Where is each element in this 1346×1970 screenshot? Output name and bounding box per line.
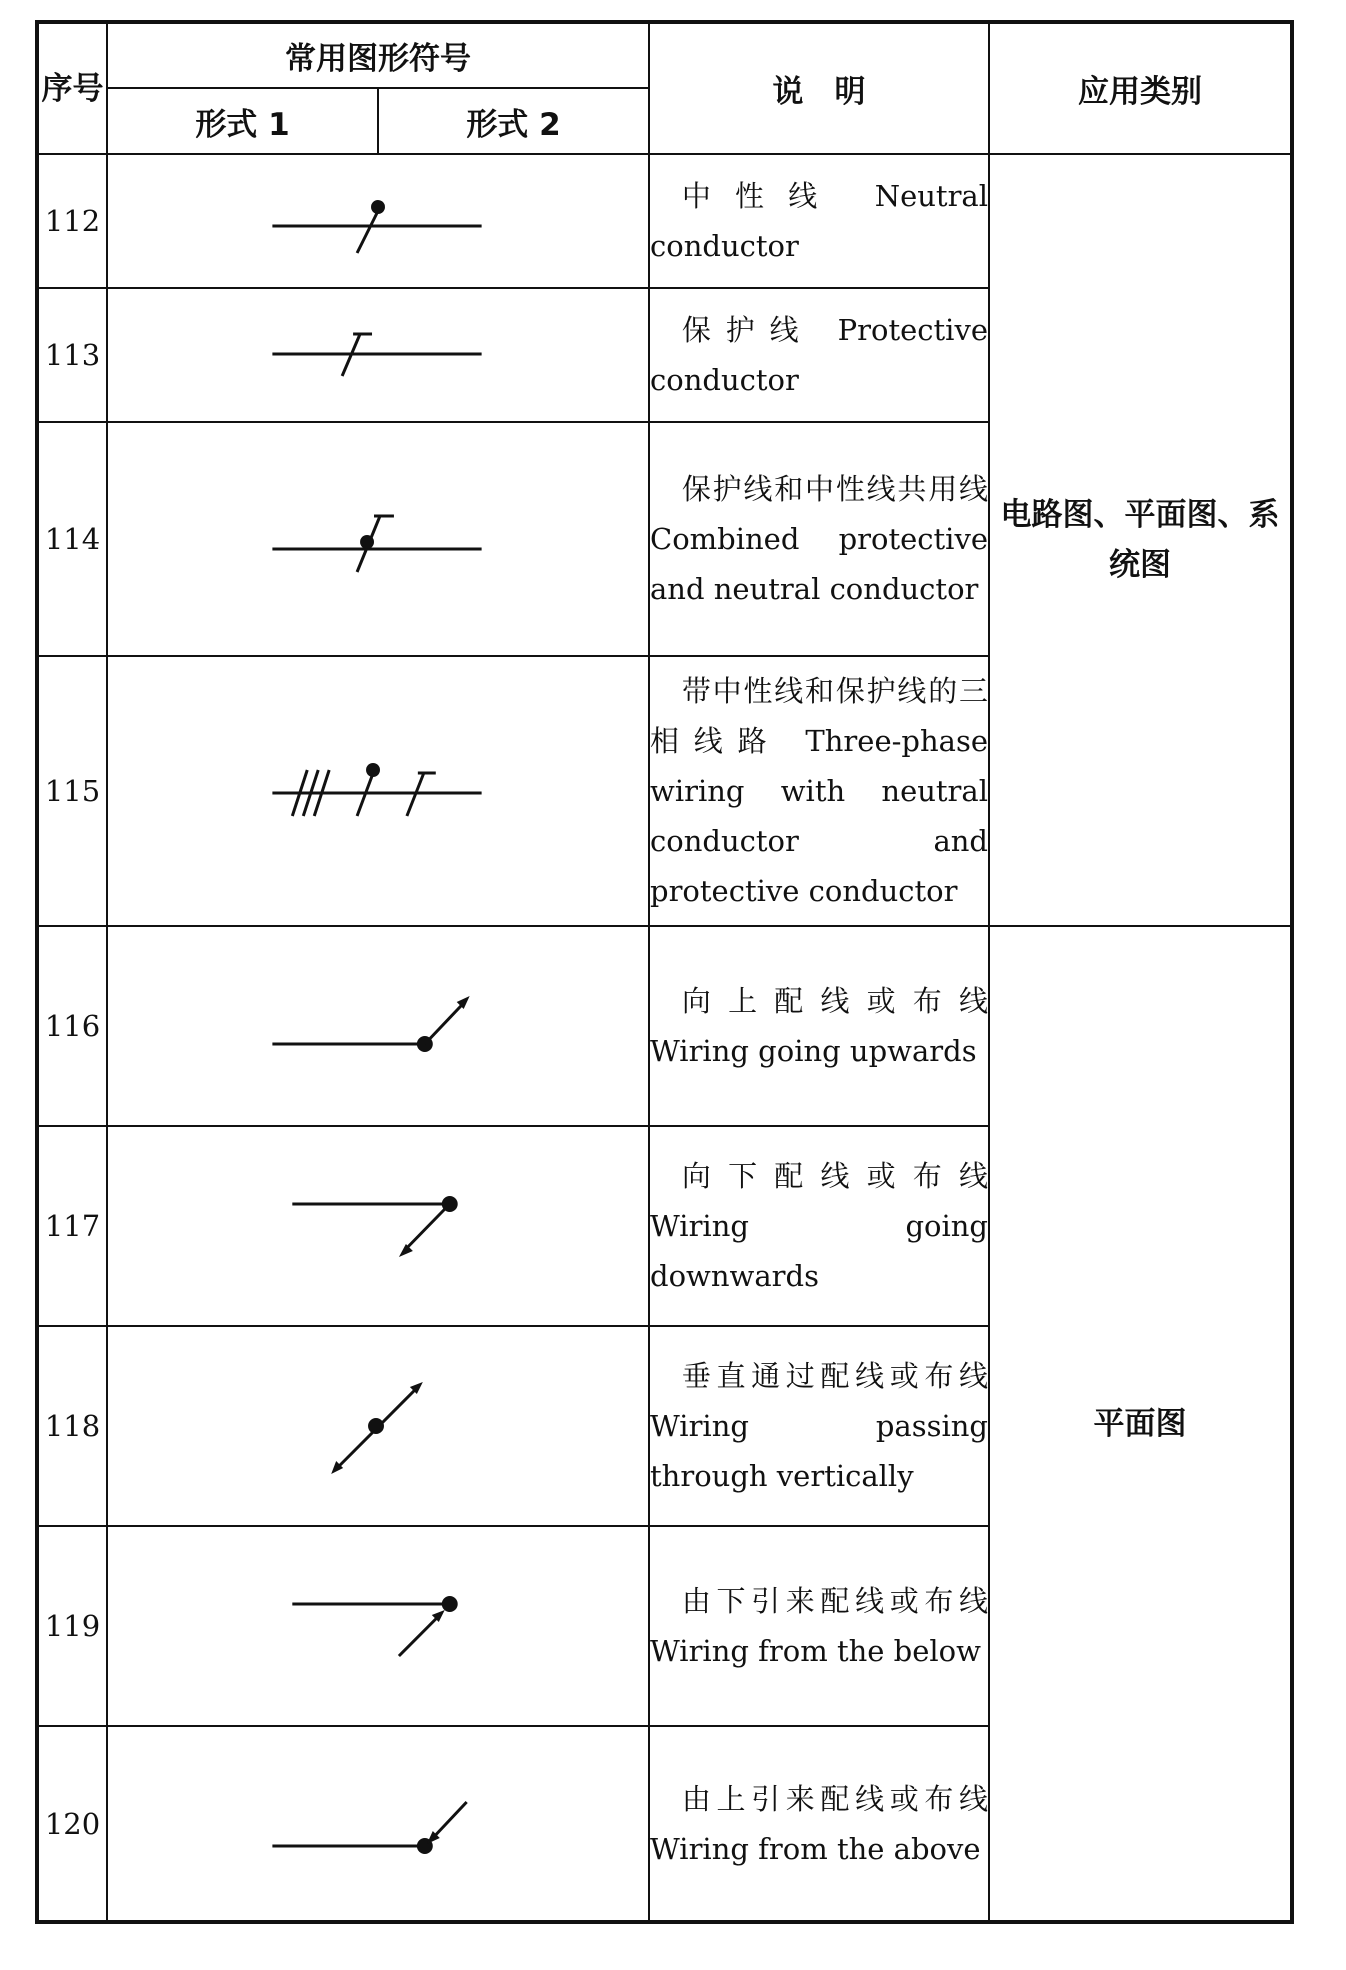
row-number: 112 — [37, 154, 107, 288]
row-number: 119 — [37, 1526, 107, 1726]
row-description: 保护线和中性线共用线 Combined protective and neutral conductor — [650, 472, 988, 606]
row-number: 114 — [37, 422, 107, 656]
row-number: 115 — [37, 656, 107, 926]
header-form1: 形式 1 — [107, 88, 378, 154]
row-number: 118 — [37, 1326, 107, 1526]
row-description: 向下配线或布线 Wiring going downwards — [650, 1159, 988, 1293]
table-row — [37, 926, 1292, 1126]
combined-pen-conductor-icon — [107, 422, 649, 656]
header-symbol-group: 常用图形符号 — [107, 22, 649, 88]
header-seq: 序号 — [37, 22, 107, 154]
row-number: 116 — [37, 926, 107, 1126]
wiring-from-above-icon — [107, 1726, 649, 1922]
row-number: 120 — [37, 1726, 107, 1922]
category-circuit-plan-system: 电路图、平面图、系统图 — [989, 154, 1292, 926]
row-description: 由下引来配线或布线 Wiring from the below — [650, 1584, 988, 1668]
header-form2: 形式 2 — [378, 88, 649, 154]
row-number: 113 — [37, 288, 107, 422]
symbol-table — [35, 20, 1294, 1924]
row-description: 保护线 Protective conductor — [650, 313, 988, 397]
wiring-through-icon — [107, 1326, 649, 1526]
neutral-conductor-icon — [107, 154, 649, 288]
category-plan: 平面图 — [989, 926, 1292, 1922]
row-number: 117 — [37, 1126, 107, 1326]
wiring-down-icon — [107, 1126, 649, 1326]
table-row — [37, 154, 1292, 288]
row-description: 中性线 Neutral conductor — [650, 179, 988, 263]
protective-conductor-icon — [107, 288, 649, 422]
row-description: 带中性线和保护线的三相线路 Three-phase wiring with neutral conductor and protective conductor — [650, 674, 988, 908]
row-description: 垂直通过配线或布线 Wiring passing through vertically — [650, 1359, 988, 1493]
wiring-up-icon — [107, 926, 649, 1126]
row-description: 由上引来配线或布线 Wiring from the above — [650, 1781, 988, 1866]
row-description: 向上配线或布线 Wiring going upwards — [650, 984, 988, 1068]
wiring-from-below-icon — [107, 1526, 649, 1726]
three-phase-wiring-icon — [107, 656, 649, 926]
header-category: 应用类别 — [989, 22, 1292, 154]
header-description: 说 明 — [649, 22, 989, 154]
